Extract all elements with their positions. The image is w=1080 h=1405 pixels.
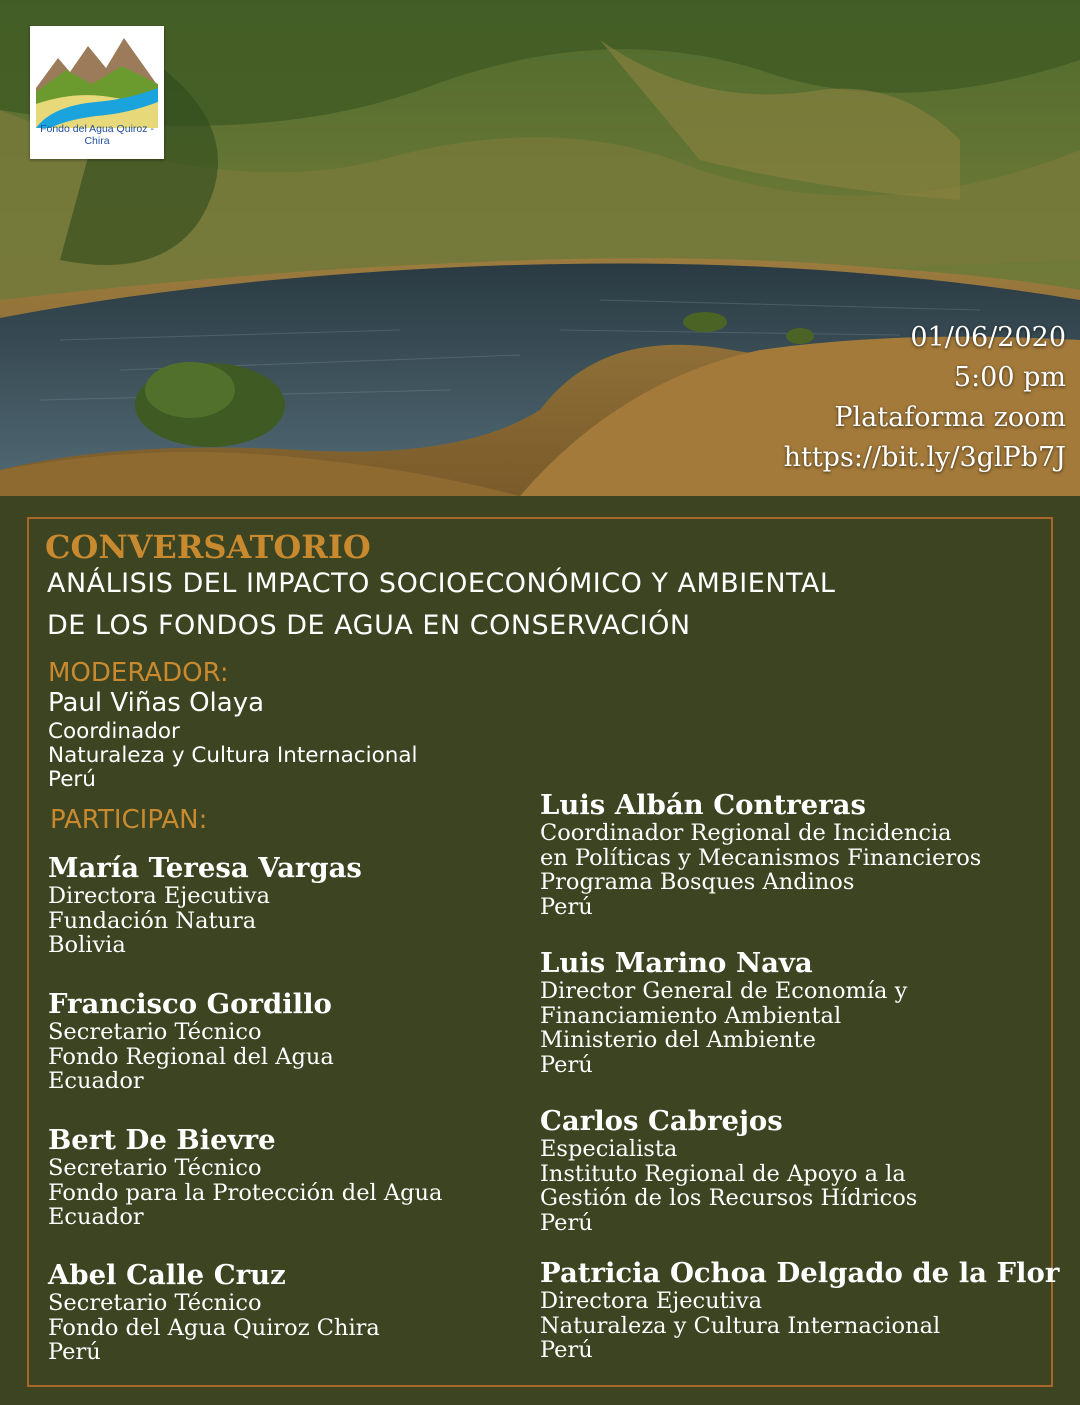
event-info [784,318,1066,478]
participant-organization: Instituto Regional de Apoyo a la [540,1160,906,1187]
participant-role: Especialista [540,1136,678,1162]
participant-country: Perú [540,894,593,921]
participant-card [540,947,907,1078]
event-date: 01/06/2020 [910,322,1066,353]
participant-name: Patricia Ochoa Delgado de la Flor [540,1257,1060,1289]
participant-card [540,789,981,920]
moderator-label: MODERADOR: [48,658,229,688]
event-subtitle-line-2: DE LOS FONDOS DE AGUA EN CONSERVACIÓN [47,610,691,641]
participant-organization: Fundación Natura [48,907,257,934]
participant-card [48,852,362,958]
event-link[interactable]: https://bit.ly/3glPb7J [783,442,1066,473]
participant-organization: Fondo para la Protección del Agua [48,1179,443,1206]
logo-caption: Fondo del Agua Quiroz - Chira [40,123,154,147]
participant-country: Bolivia [48,932,126,959]
participant-organization: Ministerio del Ambiente [540,1027,816,1054]
participant-card [48,988,334,1094]
participant-country: Perú [540,1052,593,1079]
event-heading: CONVERSATORIO [45,528,371,566]
participant-name: Luis Albán Contreras [540,789,866,821]
participant-country: Perú [540,1210,593,1237]
participant-organization: Fondo del Agua Quiroz Chira [48,1314,380,1341]
participant-name: Abel Calle Cruz [48,1259,286,1291]
participant-name: Luis Marino Nava [540,947,813,979]
participant-role: Secretario Técnico [48,1019,262,1045]
participant-country: Perú [540,1337,593,1364]
participant-card [540,1257,1059,1363]
event-platform: Plataforma zoom [834,402,1066,433]
participant-role: Secretario Técnico [48,1290,262,1316]
event-time: 5:00 pm [953,362,1066,393]
participant-role-detail: Financiamiento Ambiental [540,1002,842,1029]
participant-name: Francisco Gordillo [48,988,332,1020]
participant-country: Ecuador [48,1068,144,1095]
participant-organization: Programa Bosques Andinos [540,869,855,896]
participant-organization: Fondo Regional del Agua [48,1043,334,1070]
participant-country: Ecuador [48,1204,144,1231]
participant-role: Directora Ejecutiva [540,1288,762,1314]
moderator-name: Paul Viñas Olaya [48,688,265,718]
participant-card [540,1105,917,1236]
logo [30,26,164,159]
participant-name: Bert De Bievre [48,1124,276,1156]
participant-role: Coordinador Regional de Incidencia [540,820,952,846]
participant-card [48,1124,442,1230]
participant-role-detail: en Políticas y Mecanismos Financieros [540,844,982,871]
moderator-role: Coordinador [48,719,180,744]
participants-label: PARTICIPAN: [50,805,208,835]
participant-organization: Naturaleza y Cultura Internacional [540,1312,941,1339]
participant-organization-detail: Gestión de los Recursos Hídricos [540,1185,918,1212]
fund-logo-icon [36,32,158,128]
participant-role: Secretario Técnico [48,1155,262,1181]
participant-name: María Teresa Vargas [48,852,362,884]
participant-role: Director General de Economía y [540,978,908,1004]
participant-country: Perú [48,1339,101,1366]
moderator-organization: Naturaleza y Cultura Internacional [48,743,418,768]
participant-name: Carlos Cabrejos [540,1105,783,1137]
event-subtitle-line-1: ANÁLISIS DEL IMPACTO SOCIOECONÓMICO Y AMBIENTAL [47,568,836,599]
participant-role: Directora Ejecutiva [48,883,270,909]
participant-card [48,1259,380,1365]
moderator-country: Perú [48,767,96,792]
